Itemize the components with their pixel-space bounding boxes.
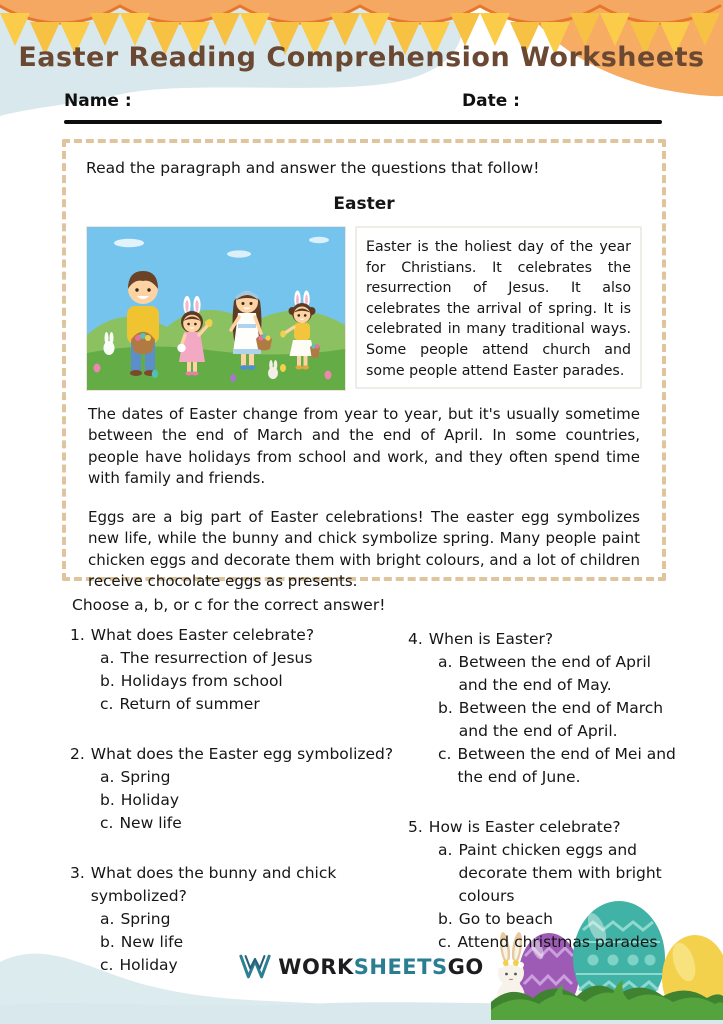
worksheetsgo-logo [0, 953, 723, 980]
option-text: Between the end of Mei and the end of June. [457, 745, 676, 786]
easter-scene-illustration [86, 226, 346, 391]
passage-paragraph-2: The dates of Easter change from year to year, but it's usually sometime between the end of March and the end of April. In some countries, people have holidays from school and work, and they often spend time with family and friends. [88, 405, 640, 488]
question-text: When is Easter? [428, 630, 554, 648]
option-text: Between the end of April and the end of May. [458, 653, 651, 694]
option-letter: a. [438, 841, 453, 859]
option-letter: a. [100, 768, 115, 786]
option-text: Spring [120, 768, 171, 786]
option-text: The resurrection of Jesus [120, 649, 313, 667]
name-label: Name : [64, 91, 132, 111]
option-letter: a. [100, 910, 115, 928]
option-row [408, 908, 680, 931]
option-row [70, 766, 418, 789]
option-letter: c. [438, 745, 452, 763]
question-1 [70, 624, 418, 716]
brand-w-icon [239, 953, 271, 980]
question-number: 5. [408, 818, 423, 836]
question-number: 3. [70, 864, 85, 882]
reading-instruction: Read the paragraph and answer the questions that follow! [86, 159, 540, 177]
date-label: Date : [462, 91, 520, 111]
question-column-right [408, 628, 680, 981]
option-row [70, 693, 418, 716]
question-text: How is Easter celebrate? [428, 818, 621, 836]
brand-wordmark [278, 955, 483, 979]
option-letter: b. [100, 672, 115, 690]
passage-heading: Easter [333, 194, 395, 214]
question-column-left [70, 624, 418, 1004]
option-row [70, 908, 418, 931]
option-letter: a. [438, 653, 453, 671]
passage-paragraph-1: Easter is the holiest day of the year for Christians. It celebrates the resurrection of Jesus. It also celebrates the arrival of spring. It is celebrated in many traditional ways. Some people attend church and some people attend Easter parades. [366, 239, 631, 379]
brand-sheets: SHEETS [353, 954, 448, 979]
question-4 [408, 628, 680, 789]
header-divider-line [64, 120, 662, 124]
option-row [70, 931, 418, 954]
option-letter: c. [100, 814, 114, 832]
option-text: Return of summer [119, 695, 260, 713]
option-letter: c. [438, 933, 452, 951]
option-row [408, 743, 680, 789]
option-text: Spring [120, 910, 171, 928]
option-row [408, 839, 680, 908]
brand-go: GO [447, 954, 484, 979]
option-letter: b. [438, 910, 453, 928]
option-row [408, 651, 680, 697]
question-text: What does the bunny and chick symbolized? [90, 864, 337, 905]
option-row [70, 812, 418, 835]
option-text: Holiday [119, 956, 178, 974]
option-row [408, 931, 680, 954]
option-letter: a. [100, 649, 115, 667]
option-letter: b. [438, 699, 453, 717]
option-row [70, 670, 418, 693]
passage-paragraph-1-box [355, 226, 642, 389]
question-5 [408, 816, 680, 954]
option-text: Between the end of March and the end of April. [458, 699, 664, 740]
option-text: Holiday [120, 791, 180, 809]
option-text: Attend christmas parades [457, 933, 658, 951]
brand-work: WORK [278, 954, 354, 979]
quiz-instruction: Choose a, b, or c for the correct answer! [72, 596, 386, 614]
option-row [408, 697, 680, 743]
question-2 [70, 743, 418, 835]
option-letter: b. [100, 933, 115, 951]
question-number: 4. [408, 630, 423, 648]
option-letter: c. [100, 695, 114, 713]
question-number: 2. [70, 745, 85, 763]
option-text: Go to beach [458, 910, 553, 928]
option-row [70, 789, 418, 812]
option-text: Paint chicken eggs and decorate them with bright colours [458, 841, 662, 905]
page-title: Easter Reading Comprehension Worksheets [18, 42, 705, 73]
question-text: What does the Easter egg symbolized? [90, 745, 394, 763]
option-text: New life [119, 814, 182, 832]
option-letter: b. [100, 791, 115, 809]
option-text: Holidays from school [120, 672, 283, 690]
question-number: 1. [70, 626, 85, 644]
reading-passage-box [62, 139, 666, 591]
question-text: What does Easter celebrate? [90, 626, 315, 644]
option-row [70, 647, 418, 670]
passage-paragraph-3: Eggs are a big part of Easter celebrations! The easter egg symbolizes new life, while the bunny and chick symbolize spring. Many people paint chicken eggs and decorate them with bright colours, and a lot of children receive chocolate eggs as presents. [88, 507, 640, 591]
passage-media-row [86, 226, 642, 391]
option-letter: c. [100, 956, 114, 974]
option-text: New life [120, 933, 184, 951]
